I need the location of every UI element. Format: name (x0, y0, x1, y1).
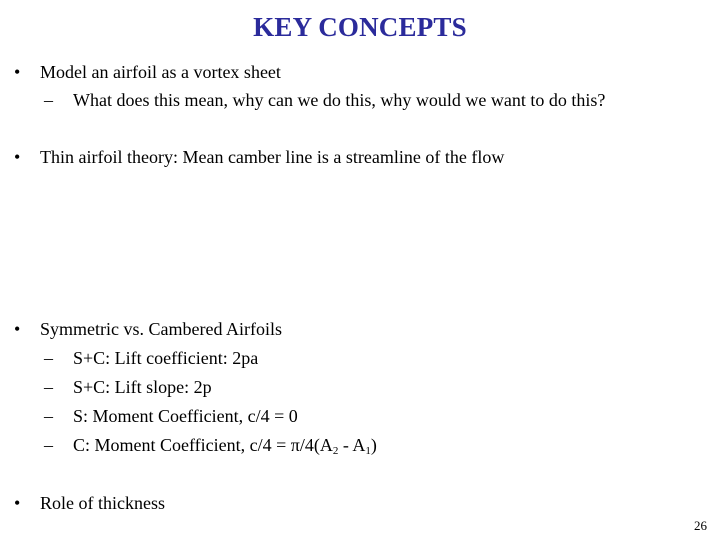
subscript-2: 2 (332, 445, 339, 457)
subbullet-moment-symmetric (44, 405, 298, 428)
dash-marker: – (44, 377, 53, 397)
bullet-text: Symmetric vs. Cambered Airfoils (40, 319, 282, 339)
formula-prefix: C: Moment Coefficient, c/4 = (73, 435, 291, 455)
bullet-symmetric-cambered (14, 318, 282, 341)
bullet-text: Role of thickness (40, 493, 165, 513)
bullet-vortex-sheet (14, 61, 281, 84)
dash-marker: – (44, 406, 53, 426)
bullet-text: Thin airfoil theory: Mean camber line is a streamline of the flow (40, 147, 505, 167)
subscript-1: 1 (365, 445, 371, 457)
bullet-marker: • (14, 62, 21, 82)
dash-marker: – (44, 90, 53, 110)
formula-minus: - A (338, 435, 366, 455)
subbullet-lift-coefficient (44, 347, 258, 370)
subbullet-lift-slope (44, 376, 212, 399)
subbullet-text: What does this mean, why can we do this, why would we want to do this? (73, 90, 606, 110)
formula-end: ) (370, 435, 377, 455)
bullet-marker: • (14, 319, 21, 339)
subbullet-meaning-question (44, 89, 605, 112)
page-number: 26 (694, 518, 707, 533)
slide-title: KEY CONCEPTS (253, 12, 467, 42)
bullet-role-of-thickness (14, 492, 165, 515)
bullet-marker: • (14, 493, 21, 513)
formula-mid: /4(A (299, 435, 333, 455)
pi-symbol: π (290, 435, 300, 455)
dash-marker: – (44, 435, 53, 455)
bullet-marker: • (14, 147, 21, 167)
bullet-thin-airfoil-theory (14, 146, 504, 169)
bullet-text: Model an airfoil as a vortex sheet (40, 62, 281, 82)
subbullet-text: S+C: Lift slope: 2p (73, 377, 212, 397)
subbullet-moment-cambered (44, 434, 377, 457)
subbullet-text: S: Moment Coefficient, c/4 = 0 (73, 406, 298, 426)
subbullet-text: S+C: Lift coefficient: 2pa (73, 348, 259, 368)
dash-marker: – (44, 348, 53, 368)
